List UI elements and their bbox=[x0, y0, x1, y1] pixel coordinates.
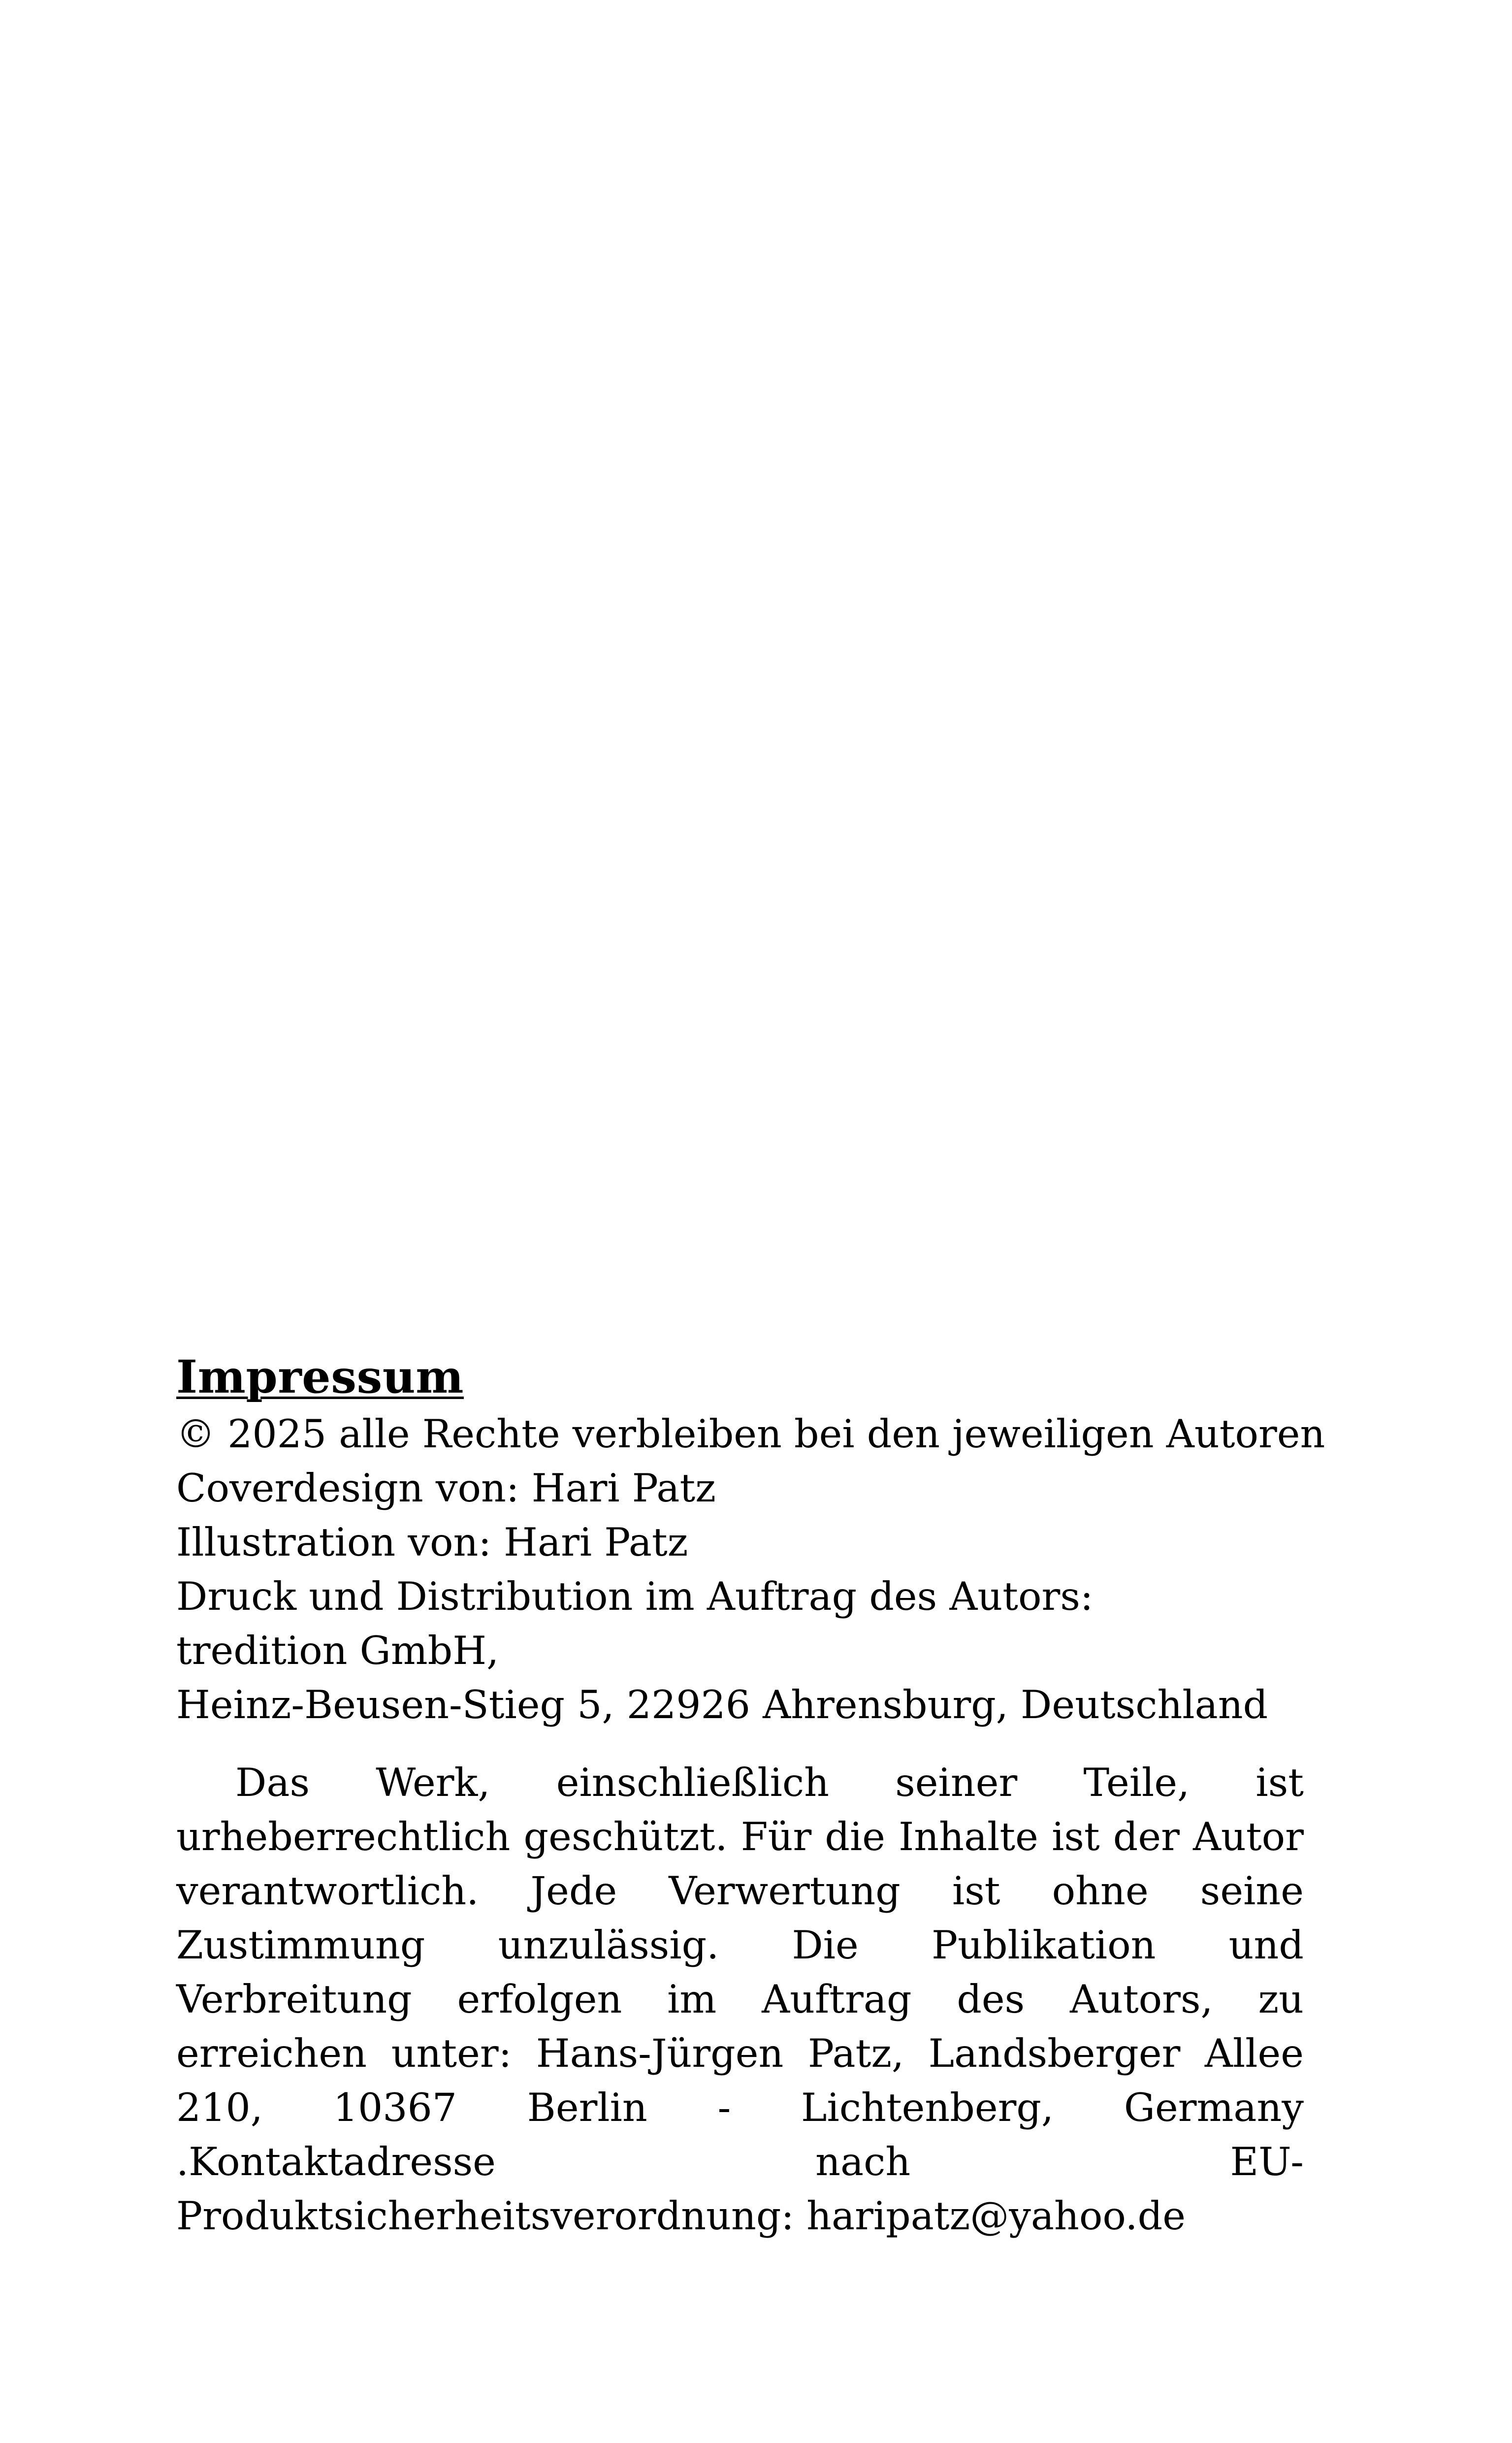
impressum-block bbox=[176, 1347, 1348, 2243]
copyright-line: © 2025 alle Rechte verbleiben bei den jeweiligen Autoren bbox=[176, 1411, 1325, 1457]
copyright-notice-paragraph: Das Werk, einschließlich seiner Teile, ist urheberrechtlich geschützt. Für die Inhalte ist der Autor verantwortlich. Jede Verwertung ist ohne seine Zustimmung unzulässig. Die Publikation und Verbreitung erfolgen im Auftrag des Autors, zu erreichen unter: Hans-Jürgen Patz, Landsberger Allee 210, 10367 Berlin - Lichtenberg, Germany .Kontaktadresse nach EU-Produktsicherheitsverordnung: haripatz@yahoo.de bbox=[176, 1760, 1304, 2239]
impressum-heading: Impressum bbox=[176, 1350, 464, 1403]
illustration-line: Illustration von: Hari Patz bbox=[176, 1520, 688, 1565]
coverdesign-line: Coverdesign von: Hari Patz bbox=[176, 1466, 716, 1511]
publisher-address-line: Heinz-Beusen-Stieg 5, 22926 Ahrensburg, Deutschland bbox=[176, 1682, 1268, 1727]
distribution-line: Druck und Distribution im Auftrag des Autors: bbox=[176, 1574, 1094, 1619]
publisher-name-line: tredition GmbH, bbox=[176, 1628, 499, 1673]
